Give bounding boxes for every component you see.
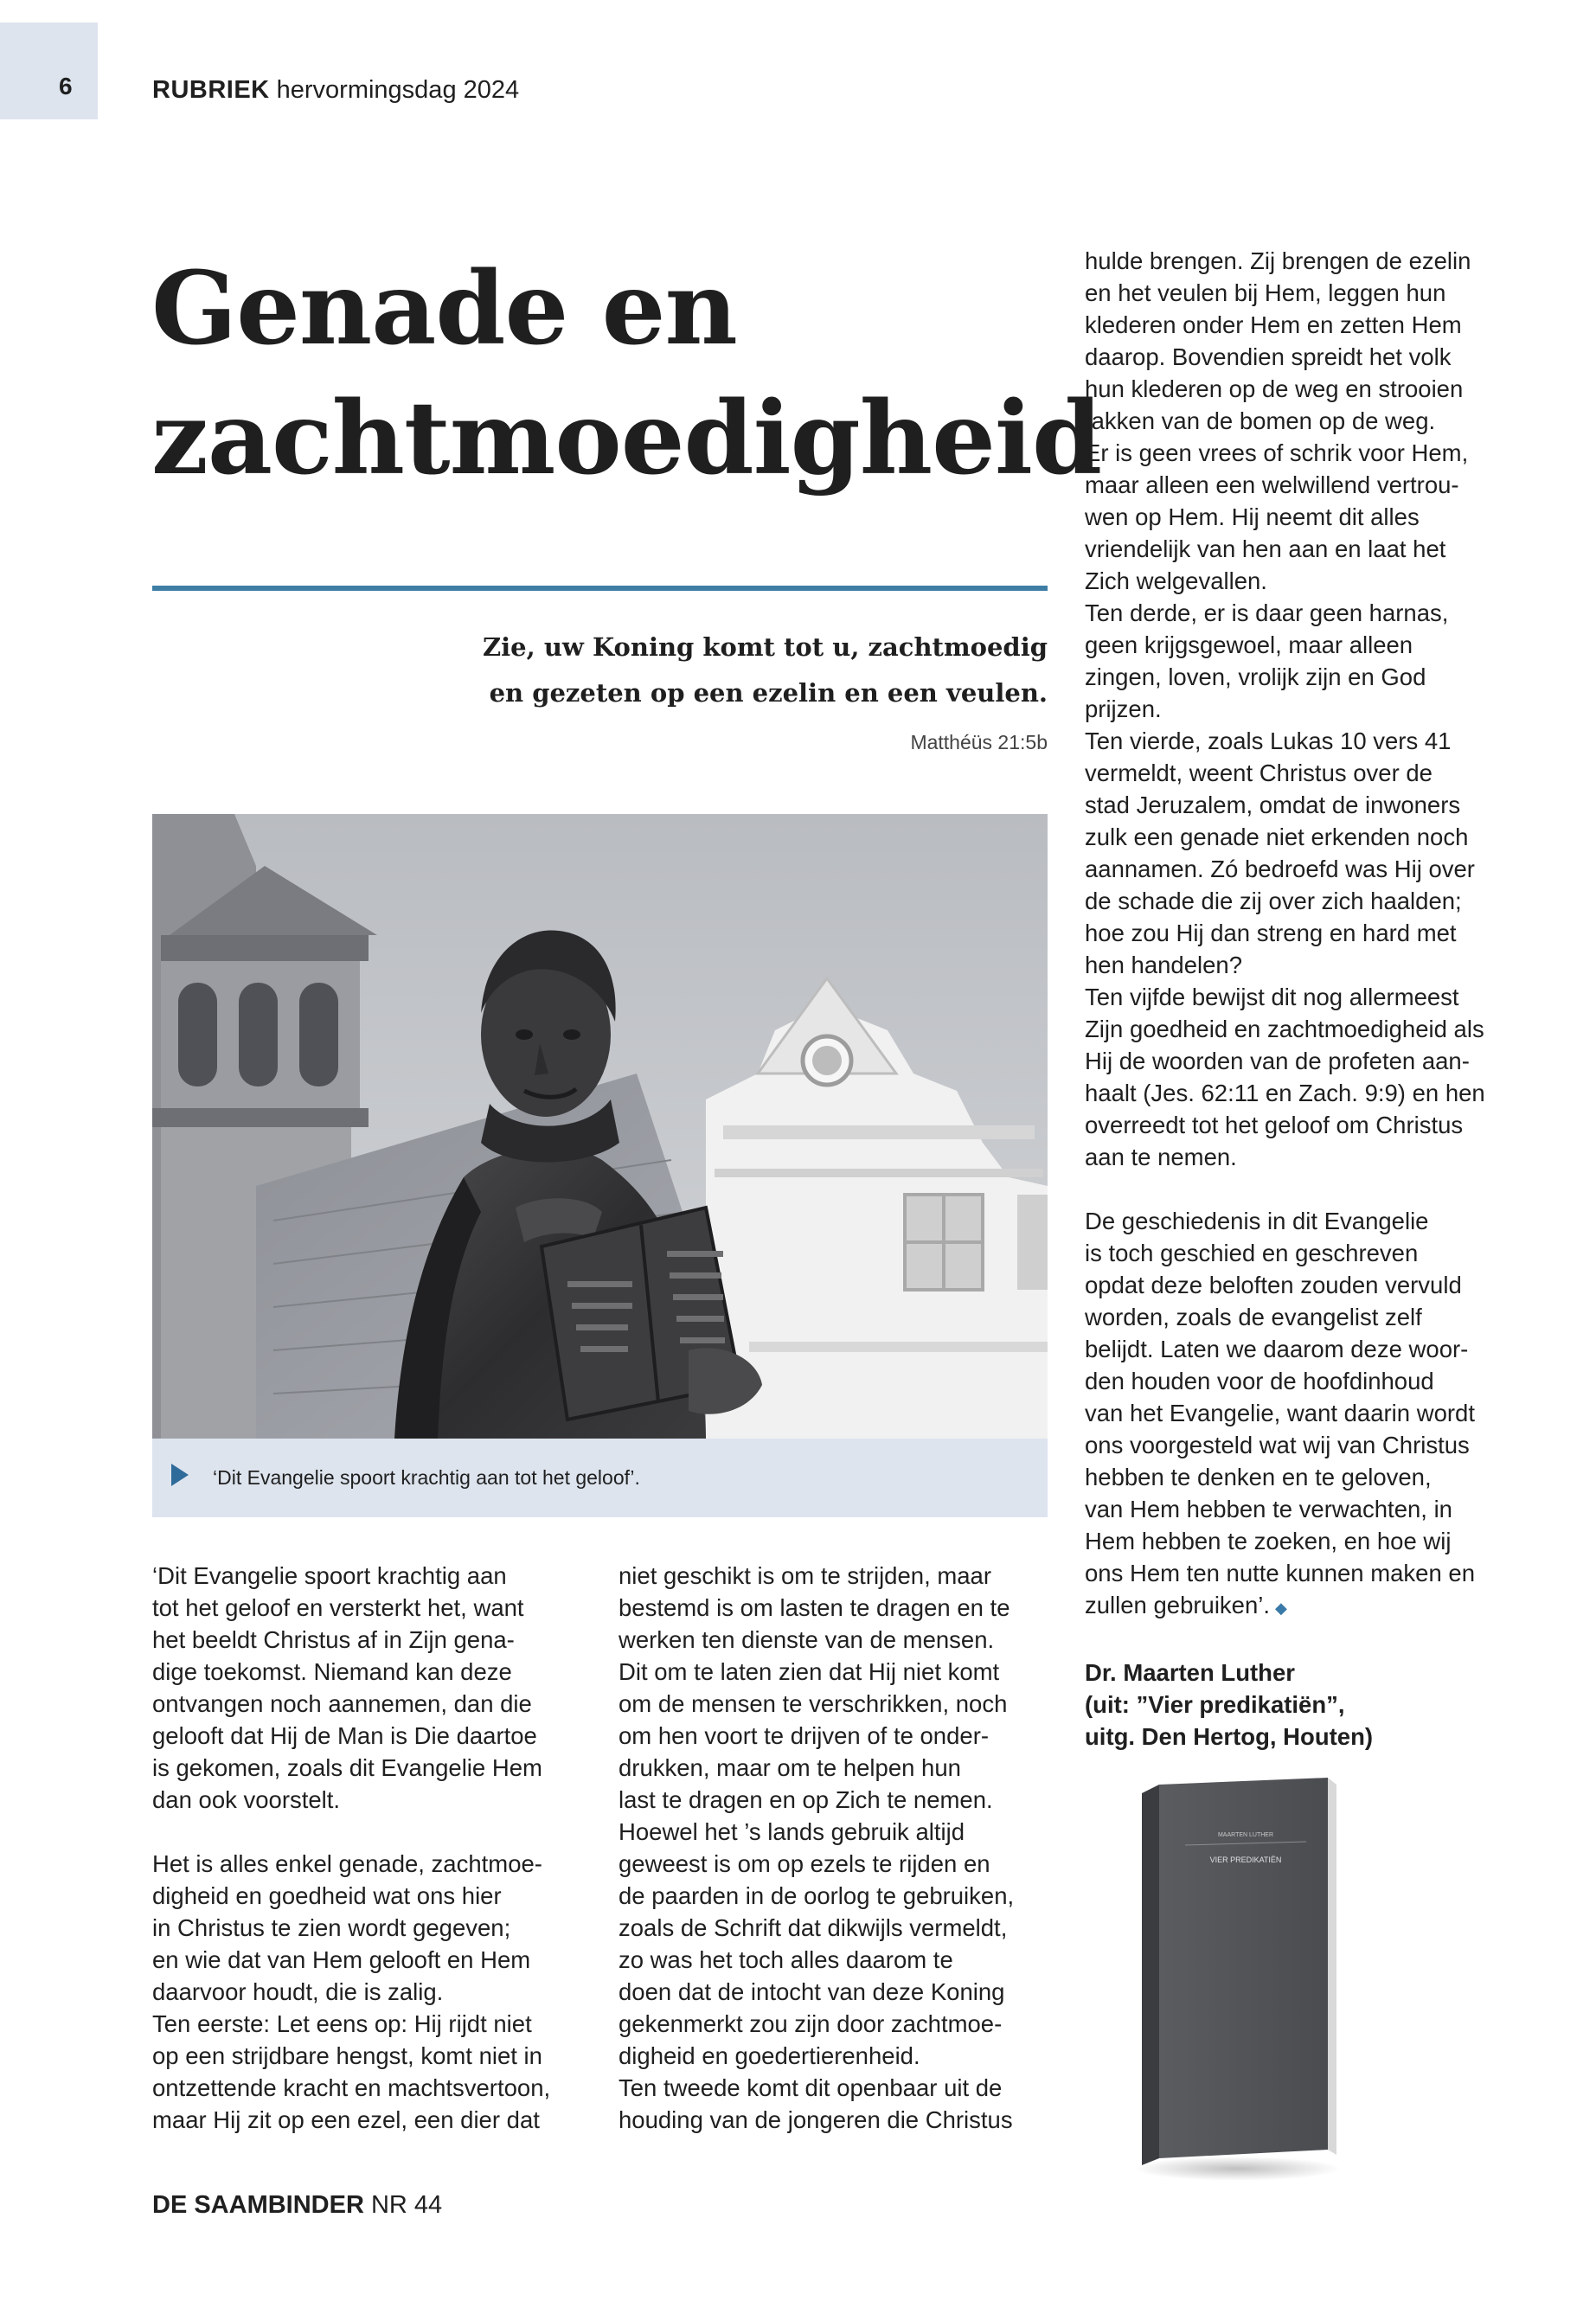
body-line: vriendelijk van hen aan en laat het	[1085, 535, 1446, 562]
body-line: Dit om te laten zien dat Hij niet komt	[619, 1658, 1000, 1685]
body-line: wen op Hem. Hij neemt dit alles	[1085, 503, 1420, 530]
body-line: Zijn goedheid en zachtmoedigheid als	[1085, 1016, 1484, 1042]
body-line: klederen onder Hem en zetten Hem	[1085, 311, 1462, 338]
body-line-end: zullen gebruiken’.	[1085, 1592, 1271, 1618]
body-line: hulde brengen. Zij brengen de ezelin	[1085, 247, 1471, 274]
rubric-topic: hervormingsdag 2024	[276, 76, 520, 104]
body-line: Ten vijfde bewijst dit nog allermeest	[1085, 984, 1459, 1010]
quote-line-2: en gezeten op een ezelin en een veulen.	[489, 678, 1048, 708]
book-cover-image	[1125, 1778, 1345, 2184]
issue-number: NR 44	[370, 2191, 443, 2219]
body-line: takken van de bomen op de weg.	[1085, 407, 1436, 434]
title-divider	[152, 586, 1048, 591]
body-line: zingen, loven, vrolijk zijn en God	[1085, 663, 1426, 690]
page-number-tab	[0, 22, 98, 119]
body-line: hen handelen?	[1085, 952, 1242, 978]
body-line: zo was het toch alles daarom te	[619, 1946, 953, 1973]
body-line: dige toekomst. Niemand kan deze	[152, 1658, 512, 1685]
body-line: aannamen. Zó bedroefd was Hij over	[1085, 856, 1475, 882]
body-column-2	[619, 1560, 1014, 2136]
body-line: opdat deze beloften zouden vervuld	[1085, 1272, 1462, 1298]
body-line: bestemd is om lasten te dragen en te	[619, 1594, 1010, 1621]
body-line: geen krijgsgewoel, maar alleen	[1085, 631, 1413, 658]
body-line: hoe zou Hij dan streng en hard met	[1085, 920, 1457, 946]
body-line: Ten vierde, zoals Lukas 10 vers 41	[1085, 727, 1452, 754]
body-line: Hij de woorden van de profeten aan-	[1085, 1048, 1470, 1074]
body-line: op een strijdbare hengst, komt niet in	[152, 2042, 542, 2069]
body-line: prijzen.	[1085, 695, 1162, 722]
author-credit-line-3: uitg. Den Hertog, Houten)	[1085, 1723, 1374, 1750]
body-line: aan te nemen.	[1085, 1144, 1237, 1170]
body-line: tot het geloof en versterkt het, want	[152, 1594, 524, 1621]
body-column-3	[1085, 245, 1485, 1753]
body-line: hebben te denken en te geloven,	[1085, 1464, 1432, 1490]
author-credit-line-1: Dr. Maarten Luther	[1085, 1659, 1295, 1686]
magazine-footer	[152, 2191, 442, 2220]
body-line: Ten eerste: Let eens op: Hij rijdt niet	[152, 2010, 532, 2037]
body-line: daarvoor houdt, die is zalig.	[152, 1978, 444, 2005]
body-line: houding van de jongeren die Christus	[619, 2106, 1013, 2133]
paragraph-gap	[152, 1816, 550, 1848]
body-line: worden, zoals de evangelist zelf	[1085, 1304, 1422, 1330]
body-line: vermeldt, weent Christus over de	[1085, 760, 1433, 786]
body-line: is gekomen, zoals dit Evangelie Hem	[152, 1754, 542, 1781]
book-cover-author: MAARTEN LUTHER	[1217, 1832, 1274, 1838]
body-line: het beeldt Christus af in Zijn gena-	[152, 1626, 515, 1653]
body-line: Er is geen vrees of schrik voor Hem,	[1085, 439, 1469, 466]
body-column-1	[152, 1560, 550, 2136]
book-cover-title: VIER PREDIKATIËN	[1209, 1856, 1282, 1864]
body-line: gelooft dat Hij de Man is Die daartoe	[152, 1722, 537, 1749]
body-line: Hem hebben te zoeken, en hoe wij	[1085, 1528, 1452, 1554]
author-credit-line-2: (uit: ”Vier predikatiën”,	[1085, 1691, 1345, 1718]
body-line: zoals de Schrift dat dikwijls vermeldt,	[619, 1914, 1008, 1941]
body-line: om de mensen te verschrikken, noch	[619, 1690, 1008, 1717]
paragraph-gap	[1085, 1173, 1485, 1205]
body-line: in Christus te zien wordt gegeven;	[152, 1914, 511, 1941]
body-line: dan ook voorstelt.	[152, 1786, 341, 1813]
body-line: Het is alles enkel genade, zachtmoe-	[152, 1850, 542, 1877]
body-line: van het Evangelie, want daarin wordt	[1085, 1400, 1475, 1426]
body-line: de schade die zij over zich haalden;	[1085, 888, 1462, 914]
body-line: stad Jeruzalem, omdat de inwoners	[1085, 792, 1461, 818]
rubric-label: RUBRIEK	[152, 76, 270, 104]
body-line: hun klederen op de weg en strooien	[1085, 375, 1464, 402]
scripture-quote	[442, 625, 1048, 716]
body-line: ontvangen noch aannemen, dan die	[152, 1690, 532, 1717]
body-line: ons Hem ten nutte kunnen maken en	[1085, 1560, 1475, 1586]
body-line: overreedt tot het geloof om Christus	[1085, 1112, 1464, 1138]
body-line: daarop. Bovendien spreidt het volk	[1085, 343, 1452, 370]
body-line: maar Hij zit op een ezel, een dier dat	[152, 2106, 540, 2133]
article-title	[151, 244, 1102, 503]
body-line: ‘Dit Evangelie spoort krachtig aan	[152, 1562, 507, 1589]
body-line: Ten derde, er is daar geen harnas,	[1085, 599, 1449, 626]
page-number: 6	[59, 73, 73, 99]
body-line: Ten tweede komt dit openbaar uit de	[619, 2074, 1003, 2101]
body-line: Hoewel het ’s lands gebruik altijd	[619, 1818, 965, 1845]
caption-arrow-icon	[171, 1464, 189, 1486]
body-line: De geschiedenis in dit Evangelie	[1085, 1208, 1429, 1234]
quote-line-1: Zie, uw Koning komt tot u, zachtmoedig	[482, 632, 1048, 662]
paragraph-gap	[1085, 1625, 1485, 1657]
body-line: van Hem hebben te verwachten, in	[1085, 1496, 1452, 1522]
body-line: zulk een genade niet erkenden noch	[1085, 824, 1469, 850]
body-line: drukken, maar om te helpen hun	[619, 1754, 961, 1781]
body-line: geweest is om op ezels te rijden en	[619, 1850, 990, 1877]
body-line: gekenmerkt zou zijn door zachtmoe-	[619, 2010, 1003, 2037]
body-line: is toch geschied en geschreven	[1085, 1240, 1419, 1266]
end-mark-diamond-icon: ◆	[1275, 1599, 1287, 1617]
body-line: ontzettende kracht en machtsvertoon,	[152, 2074, 551, 2101]
body-line: niet geschikt is om te strijden, maar	[619, 1562, 992, 1589]
quote-reference: Matthéüs 21:5b	[910, 731, 1048, 753]
body-line: doen dat de intocht van deze Koning	[619, 1978, 1005, 2005]
article-title-line-1: Genade en	[151, 250, 737, 368]
photo-caption: ‘Dit Evangelie spoort krachtig aan tot het geloof’.	[213, 1466, 640, 1489]
body-line: werken ten dienste van de mensen.	[619, 1626, 995, 1653]
body-line: den houden voor de hoofdinhoud	[1085, 1368, 1434, 1394]
body-line: ons voorgesteld wat wij van Christus	[1085, 1432, 1470, 1458]
body-line: en wie dat van Hem gelooft en Hem	[152, 1946, 531, 1973]
article-title-line-2: zachtmoedigheid	[151, 380, 1102, 497]
body-line: maar alleen een welwillend vertrou-	[1085, 471, 1459, 498]
body-line: om hen voort te drijven of te onder-	[619, 1722, 990, 1749]
body-line-last	[1085, 1589, 1485, 1625]
body-line: de paarden in de oorlog te gebruiken,	[619, 1882, 1015, 1909]
body-line: belijdt. Laten we daarom deze woor-	[1085, 1336, 1469, 1362]
body-line: en het veulen bij Hem, leggen hun	[1085, 279, 1446, 306]
rubric-header	[152, 76, 519, 105]
luther-statue-photo	[152, 814, 1048, 1439]
body-line: last te dragen en op Zich te nemen.	[619, 1786, 993, 1813]
body-line: haalt (Jes. 62:11 en Zach. 9:9) en hen	[1085, 1080, 1485, 1106]
body-line: Zich welgevallen.	[1085, 567, 1267, 594]
magazine-name: DE SAAMBINDER	[152, 2191, 364, 2219]
body-line: digheid en goedertierenheid.	[619, 2042, 920, 2069]
body-line: digheid en goedheid wat ons hier	[152, 1882, 502, 1909]
